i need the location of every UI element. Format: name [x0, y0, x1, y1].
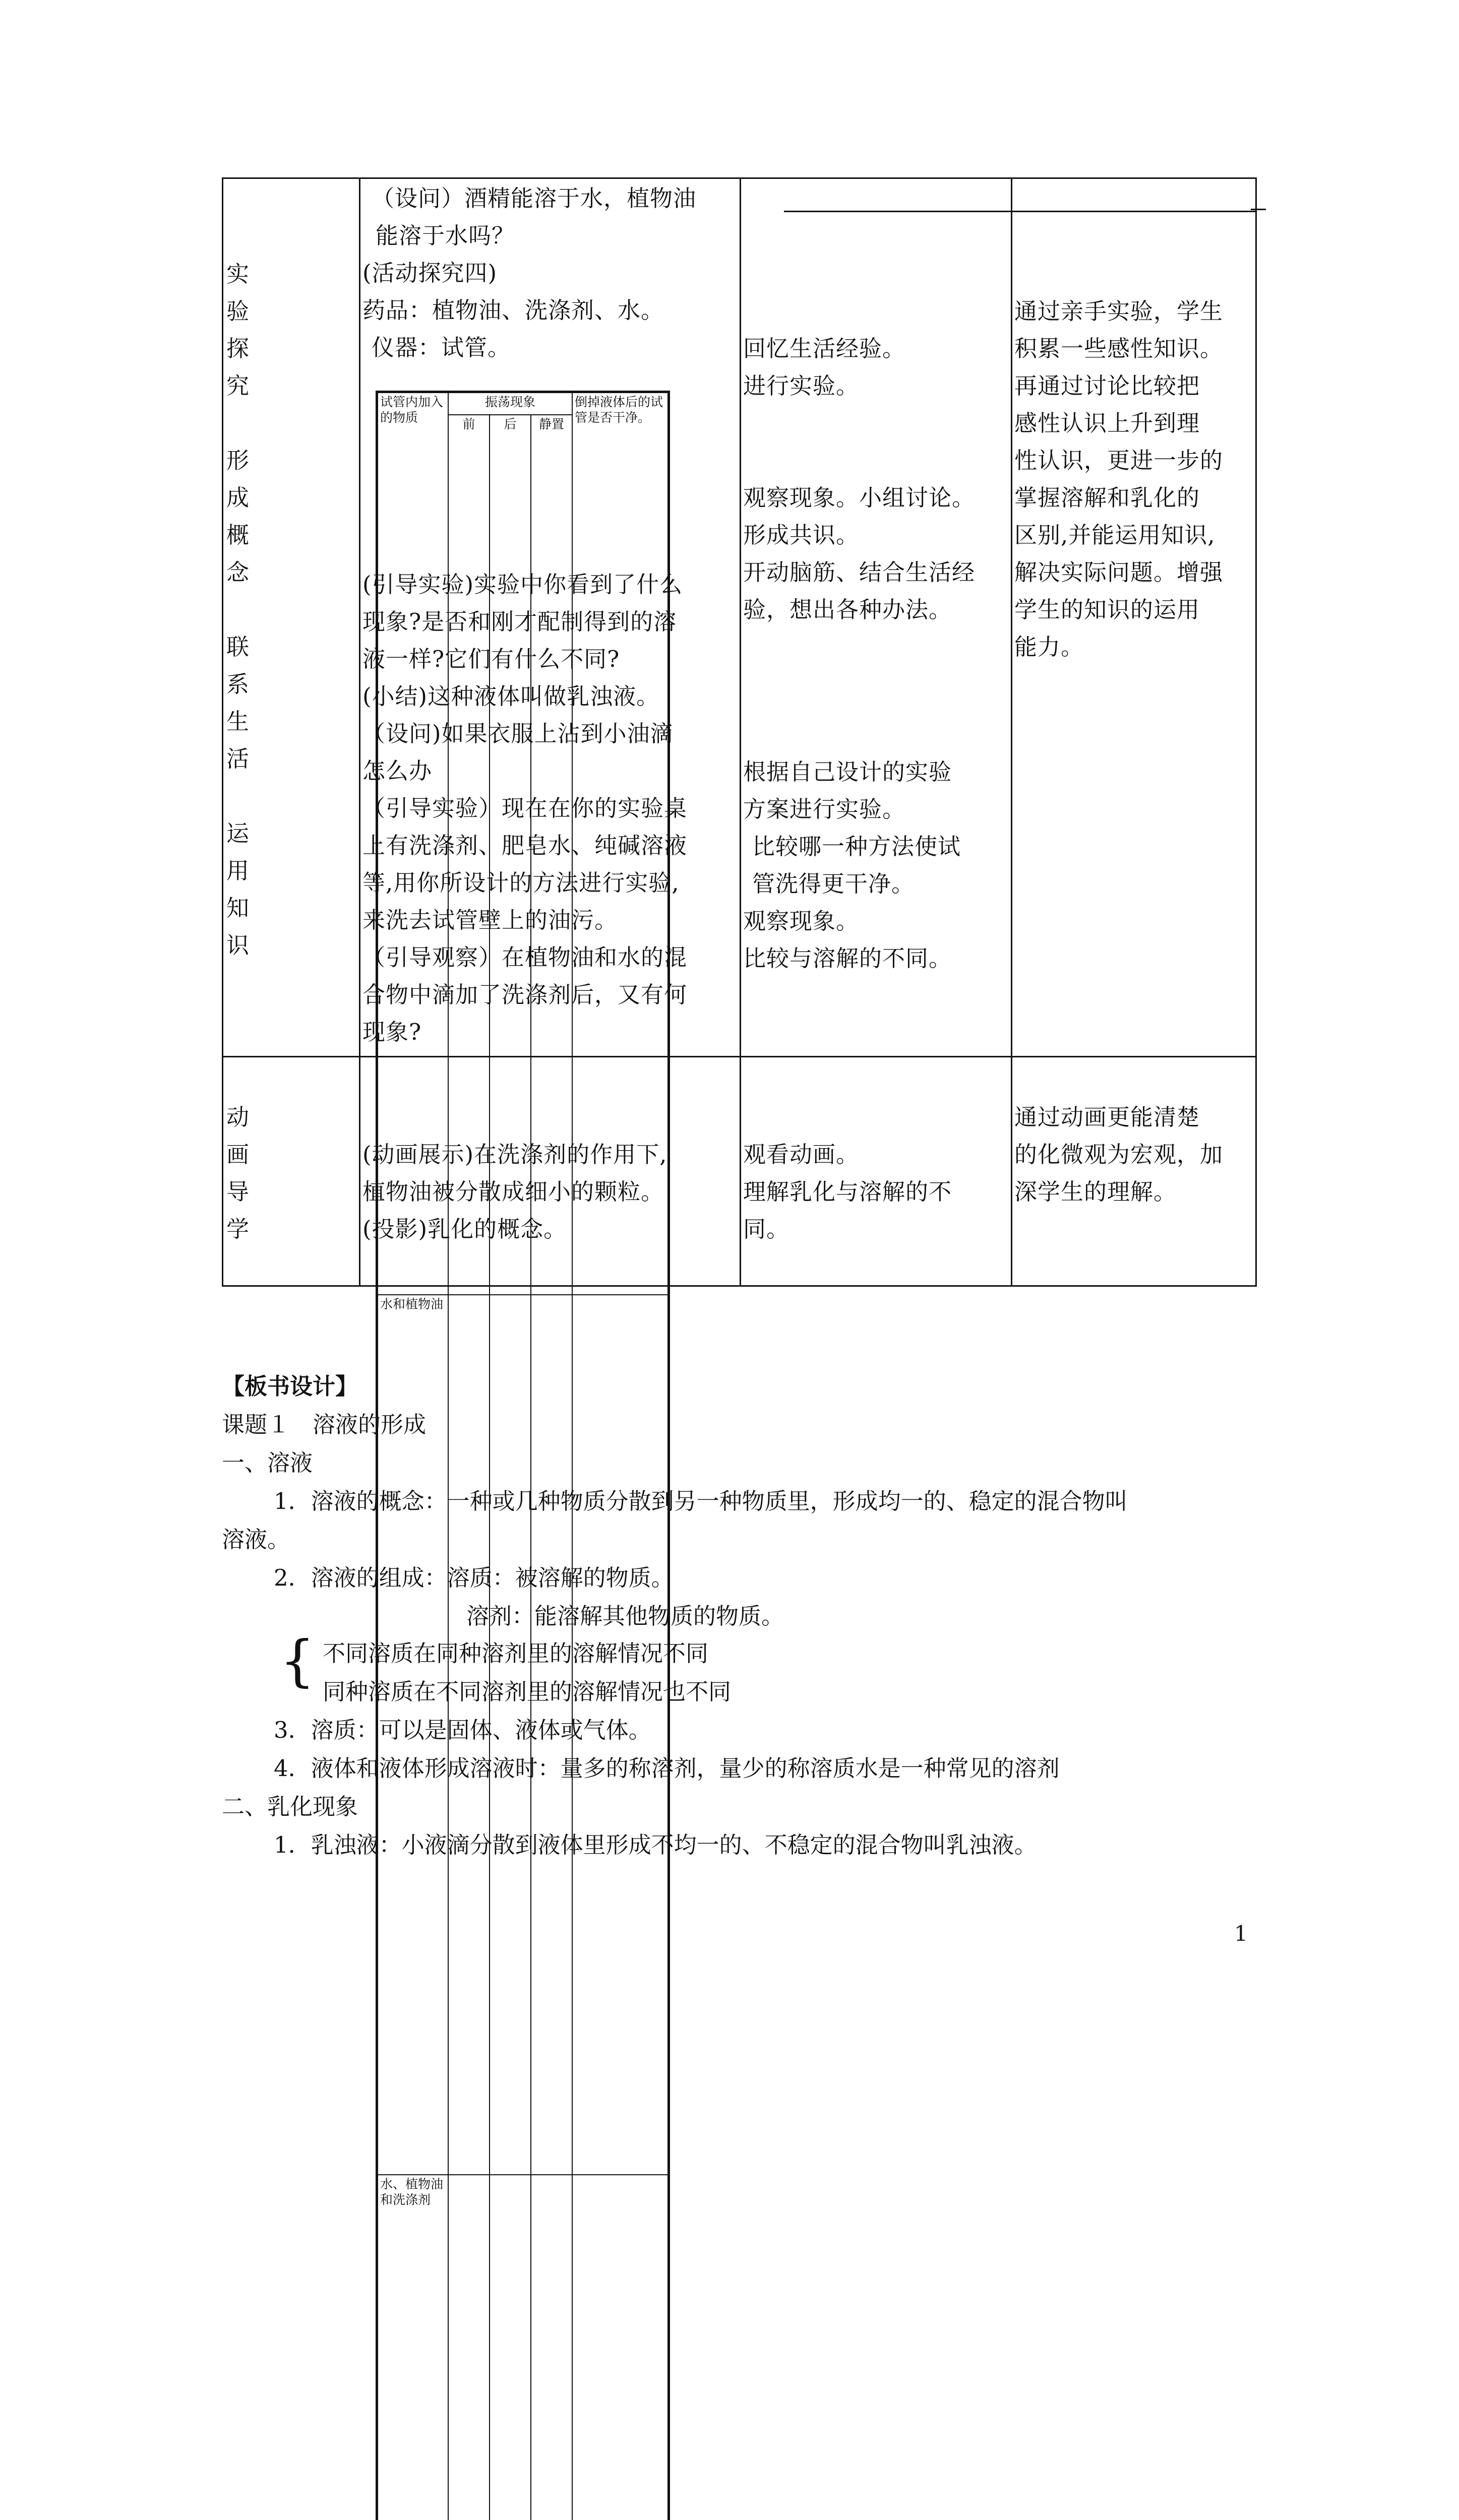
stage-char: 系: [226, 671, 250, 698]
stage-cell: [223, 178, 360, 1057]
stage-char: 识: [226, 932, 250, 959]
board-item: 2．溶液的组成：溶质：被溶解的物质。: [274, 1564, 674, 1591]
intent-line: 的化微观为宏观，加: [1014, 1141, 1224, 1168]
intent-line: 积累一些感性知识。: [1014, 335, 1224, 362]
teacher-line: 植物油被分散成细小的颗粒。: [362, 1178, 664, 1205]
stage-char: 知: [226, 895, 250, 921]
obs-cell: [490, 2175, 531, 2520]
section-heading: 【板书设计】: [222, 1373, 358, 1400]
student-line: 验，想出各种办法。: [743, 596, 952, 623]
section-title: 二、乳化现象: [222, 1793, 358, 1820]
intent-line: 通过亲手实验，学生: [1014, 298, 1224, 325]
teacher-line: 来洗去试管壁上的油污。: [362, 907, 618, 933]
teacher-line: (动画展示)在洗涤剂的作用下,: [362, 1141, 667, 1168]
section-title: 一、溶液: [222, 1450, 313, 1476]
stage-char: 概: [226, 522, 250, 548]
table-divider: [784, 211, 1257, 212]
obs-row-label: 水、植物油和洗涤剂: [377, 2175, 449, 2520]
student-line: 理解乳化与溶解的不: [743, 1178, 952, 1205]
table-row: [377, 392, 669, 415]
teacher-line: (引导实验)实验中你看到了什么: [362, 571, 683, 598]
obs-header-after: 后: [490, 415, 531, 1295]
lesson-title: 课题１ 溶液的形成: [222, 1411, 427, 1438]
teacher-line: 上有洗涤剂、肥皂水、纯碱溶液: [362, 832, 688, 859]
intent-line: 区别,并能运用知识,: [1014, 522, 1215, 548]
stage-char: 联: [226, 634, 250, 660]
intent-line: 性认识，更进一步的: [1014, 447, 1224, 474]
stage-char: 实: [226, 261, 250, 287]
table-row: [223, 178, 1256, 1057]
student-activity-cell: [741, 178, 1012, 1057]
stage-char: 学: [226, 1216, 250, 1242]
obs-cell: [531, 2175, 572, 2520]
student-line: 形成共识。: [743, 522, 860, 548]
teacher-line: （引导观察）在植物油和水的混: [362, 944, 688, 971]
student-line: 观察现象。小组讨论。: [743, 484, 976, 511]
teacher-line: （引导实验）现在在你的实验桌: [362, 795, 688, 822]
stage-char: 画: [226, 1141, 250, 1168]
intent-line: 解决实际问题。增强: [1014, 559, 1224, 586]
obs-header-substance: 试管内加入的物质: [377, 392, 449, 1295]
table-divider: [1251, 209, 1266, 210]
student-line: 根据自己设计的实验: [743, 759, 952, 785]
obs-header-pour: 倒掉液体后的试管是否干净。: [572, 392, 669, 1295]
stage-char: 活: [226, 745, 250, 772]
teacher-line: 仪器：试管。: [372, 334, 511, 361]
board-item: 3．溶质：可以是固体、液体或气体。: [274, 1717, 651, 1743]
obs-cell: [572, 2175, 669, 2520]
intent-line: 能力。: [1014, 634, 1084, 660]
table-row: [223, 1057, 1256, 1286]
stage-char: 念: [226, 559, 250, 586]
intent-line: 深学生的理解。: [1014, 1178, 1177, 1205]
board-item: 4．液体和液体形成溶液时：量多的称溶剂，量少的称溶质水是一种常见的溶剂: [274, 1755, 1060, 1782]
stage-char: 生: [226, 708, 250, 735]
student-line: 管洗得更干净。: [752, 870, 915, 897]
brace-symbol: {: [280, 1628, 315, 1693]
page-number: 1: [1234, 1921, 1248, 1946]
obs-header-still: 静置: [531, 415, 572, 1295]
teacher-line: （设问)如果衣服上沾到小油滴: [362, 720, 674, 747]
design-intent-cell: [1012, 178, 1256, 1057]
teacher-line: 现象?: [362, 1019, 422, 1045]
teacher-line: 能溶于水吗？: [376, 222, 515, 249]
stage-char: 探: [226, 335, 250, 362]
teacher-activity-cell: [360, 1057, 741, 1286]
student-line: 开动脑筋、结合生活经: [743, 559, 976, 586]
board-item: 同种溶质在不同溶剂里的溶解情况也不同: [323, 1678, 732, 1705]
teacher-line: 现象?是否和刚才配制得到的溶: [362, 608, 677, 635]
table-row: [377, 2175, 669, 2520]
stage-char: 用: [226, 857, 250, 884]
intent-line: 掌握溶解和乳化的: [1014, 484, 1200, 511]
student-line: 比较哪一种方法使试: [752, 833, 961, 860]
intent-line: 学生的知识的运用: [1014, 596, 1200, 623]
board-item: 1．乳浊液：小液滴分散到液体里形成不均一的、不稳定的混合物叫乳浊液。: [274, 1832, 1037, 1858]
teacher-line: （设问）酒精能溶于水，植物油: [372, 185, 697, 212]
intent-line: 通过动画更能清楚: [1014, 1104, 1200, 1130]
obs-header-before: 前: [448, 415, 490, 1295]
stage-char: 成: [226, 484, 250, 511]
stage-char: 导: [226, 1178, 250, 1205]
student-line: 进行实验。: [743, 372, 860, 399]
student-line: 方案进行实验。: [743, 796, 906, 823]
teacher-line: 液一样?它们有什么不同?: [362, 646, 620, 672]
obs-header-shake: 振荡现象: [448, 392, 572, 415]
board-item: 溶液。: [222, 1526, 290, 1553]
stage-cell: [223, 1057, 360, 1286]
stage-char: 验: [226, 298, 250, 325]
board-item: 不同溶质在同种溶剂里的溶解情况不同: [323, 1640, 709, 1667]
teacher-line: (投影)乳化的概念。: [362, 1216, 567, 1242]
teacher-line: (小结)这种液体叫做乳浊液。: [362, 683, 660, 710]
student-line: 同。: [743, 1216, 790, 1242]
intent-line: 再通过讨论比较把: [1014, 372, 1200, 399]
teacher-line: 合物中滴加了洗涤剂后，又有何: [362, 981, 688, 1008]
student-line: 观看动画。: [743, 1141, 860, 1168]
student-line: 比较与溶解的不同。: [743, 945, 952, 972]
teacher-line: 药品：植物油、洗涤剂、水。: [362, 297, 664, 324]
intent-line: 感性认识上升到理: [1014, 410, 1200, 436]
teacher-line: (活动探究四): [362, 260, 498, 286]
design-intent-cell: [1012, 1057, 1256, 1286]
board-item: 1．溶液的概念：一种或几种物质分散到另一种物质里，形成均一的、稳定的混合物叫: [274, 1488, 1128, 1515]
obs-cell: [448, 2175, 490, 2520]
student-line: 回忆生活经验。: [743, 335, 906, 362]
teacher-line: 怎么办: [362, 758, 433, 784]
obs-row-label: 水和植物油: [377, 1295, 449, 2175]
student-activity-cell: [741, 1057, 1012, 1286]
stage-char: 究: [226, 372, 250, 399]
stage-char: 运: [226, 820, 250, 847]
teacher-line: 等,用你所设计的方法进行实验,: [362, 869, 680, 896]
stage-char: 动: [226, 1104, 250, 1130]
stage-char: 形: [226, 447, 250, 474]
board-item: 溶剂：能溶解其他物质的物质。: [466, 1603, 784, 1629]
student-line: 观察现象。: [743, 908, 860, 934]
